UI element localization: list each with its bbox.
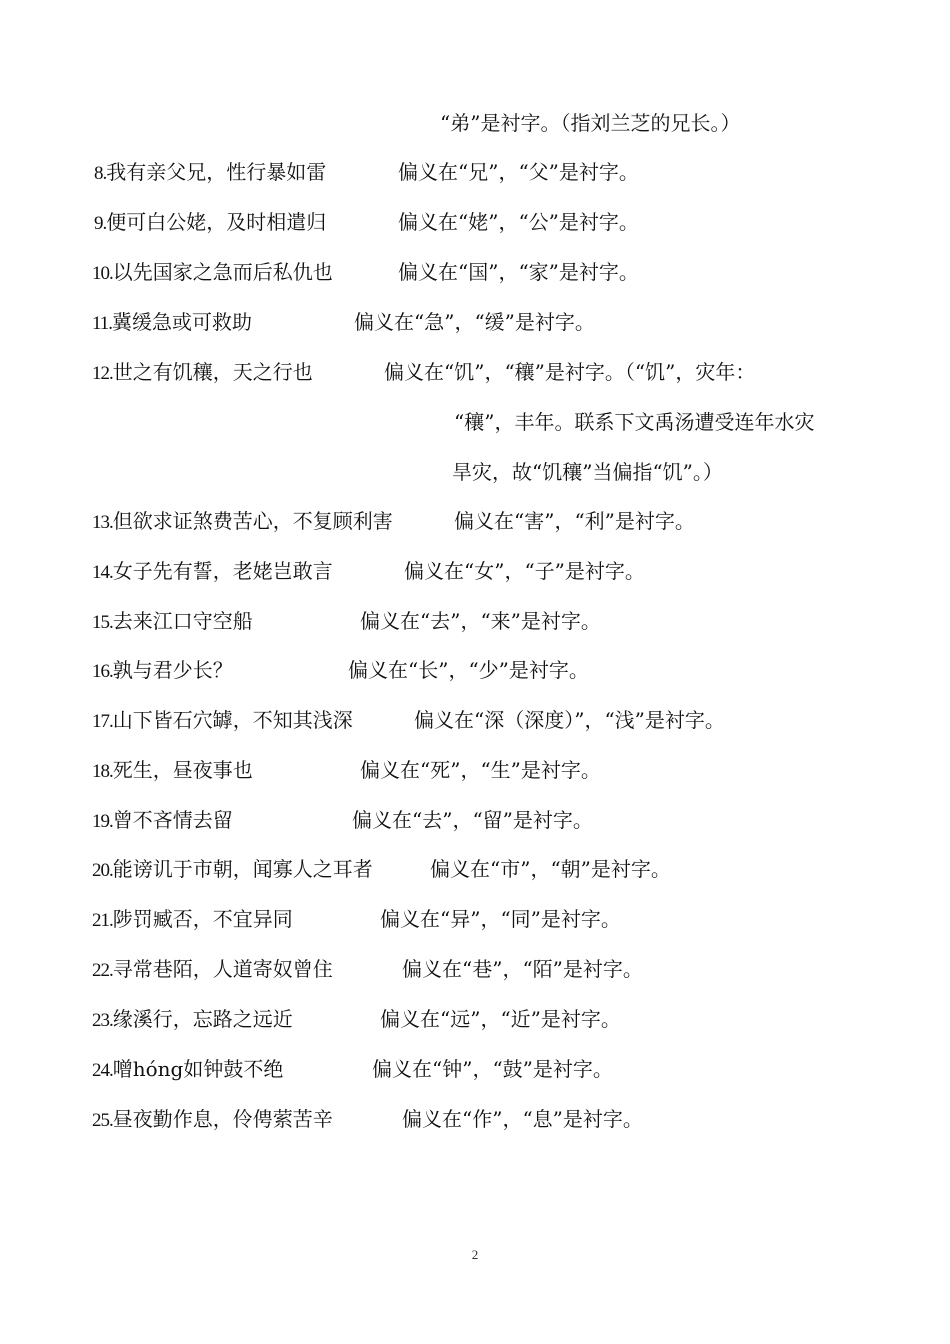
list-item-19 [92, 807, 233, 835]
item-number: 24. [92, 1060, 113, 1081]
item-12-continuation-2: 旱灾，故“饥穰”当偏指“饥”。） [452, 460, 723, 484]
item-quote: 女子先有誓，老姥岂敢言 [112, 559, 333, 583]
item-number: 18. [92, 761, 113, 782]
item-8-answer: 偏义在“兄”，“父”是衬字。 [398, 160, 639, 184]
page-number: 2 [471, 1247, 479, 1262]
item-quote: 冀缓急或可救助 [112, 310, 253, 334]
item-number: 25. [92, 1110, 113, 1131]
item-number: 14. [92, 562, 113, 583]
item-number: 17. [92, 711, 113, 732]
list-item-9 [94, 209, 326, 237]
list-item-25 [92, 1106, 333, 1134]
item-17-answer: 偏义在“深（深度）”，“浅”是衬字。 [414, 708, 725, 732]
item-quote: 能谤讥于市朝，闻寡人之耳者 [112, 857, 373, 881]
item-24-answer: 偏义在“钟”，“鼓”是衬字。 [372, 1057, 613, 1081]
item-number: 23. [92, 1010, 113, 1031]
item-14-answer: 偏义在“女”，“子”是衬字。 [404, 559, 645, 583]
list-item-23 [92, 1006, 293, 1034]
item-quote: 去来江口守空船 [112, 609, 253, 633]
item-quote: 缘溪行，忘路之远近 [112, 1007, 293, 1031]
item-12-answer: 偏义在“饥”，“穰”是衬字。（“饥”，灾年： [384, 360, 756, 384]
item-quote: 寻常巷陌，人道寄奴曾住 [112, 957, 333, 981]
item-25-answer: 偏义在“作”，“息”是衬字。 [402, 1107, 643, 1131]
list-item-22 [92, 956, 333, 984]
item-number: 9. [94, 213, 107, 234]
continuation-line-top: “弟”是衬字。（指刘兰芝的兄长。） [440, 111, 741, 135]
list-item-14 [92, 558, 333, 586]
list-item-18 [92, 757, 253, 785]
item-22-answer: 偏义在“巷”，“陌”是衬字。 [402, 957, 643, 981]
item-number: 13. [92, 512, 113, 533]
item-10-answer: 偏义在“国”，“家”是衬字。 [398, 260, 639, 284]
item-number: 12. [92, 363, 113, 384]
item-quote: 昼夜勤作息，伶俜萦苦辛 [112, 1107, 333, 1131]
list-item-10 [92, 259, 333, 287]
list-item-17 [92, 707, 353, 735]
item-12-continuation-1: “穰”，丰年。联系下文禹汤遭受连年水灾 [454, 410, 815, 434]
item-number: 8. [94, 163, 107, 184]
item-quote: 孰与君少长？ [112, 658, 233, 682]
item-number: 11. [92, 313, 113, 334]
item-quote: 但欲求证煞费苦心，不复顾利害 [112, 509, 393, 533]
item-number: 19. [92, 811, 113, 832]
list-item-21 [92, 906, 293, 934]
item-18-answer: 偏义在“死”，“生”是衬字。 [360, 758, 601, 782]
item-quote: 便可白公姥，及时相遣归 [106, 210, 327, 234]
item-quote: 陟罚臧否，不宜异同 [112, 907, 293, 931]
item-20-answer: 偏义在“市”，“朝”是衬字。 [430, 857, 671, 881]
item-21-answer: 偏义在“异”，“同”是衬字。 [380, 907, 621, 931]
item-number: 22. [92, 960, 113, 981]
item-9-answer: 偏义在“姥”，“公”是衬字。 [398, 210, 639, 234]
item-quote: 以先国家之急而后私仇也 [112, 260, 333, 284]
list-item-15 [92, 608, 253, 636]
item-quote: 噌hóng如钟鼓不绝 [112, 1057, 284, 1081]
list-item-24 [92, 1056, 283, 1084]
item-19-answer: 偏义在“去”，“留”是衬字。 [352, 808, 593, 832]
item-15-answer: 偏义在“去”，“来”是衬字。 [360, 609, 601, 633]
item-quote: 曾不吝情去留 [112, 808, 233, 832]
item-13-answer: 偏义在“害”，“利”是衬字。 [454, 509, 695, 533]
item-number: 15. [92, 612, 113, 633]
list-item-11 [92, 309, 252, 337]
item-11-answer: 偏义在“急”，“缓”是衬字。 [354, 310, 595, 334]
item-number: 21. [92, 910, 113, 931]
item-quote: 山下皆石穴罅，不知其浅深 [112, 708, 353, 732]
list-item-8 [94, 159, 326, 187]
item-16-answer: 偏义在“长”，“少”是衬字。 [348, 658, 589, 682]
item-quote: 世之有饥穰，天之行也 [112, 360, 313, 384]
item-23-answer: 偏义在“远”，“近”是衬字。 [380, 1007, 621, 1031]
item-number: 20. [92, 860, 113, 881]
item-quote: 我有亲父兄，性行暴如雷 [106, 160, 327, 184]
list-item-20 [92, 856, 373, 884]
list-item-13 [92, 508, 393, 536]
item-number: 16. [92, 661, 113, 682]
item-number: 10. [92, 263, 113, 284]
item-quote: 死生，昼夜事也 [112, 758, 253, 782]
list-item-12 [92, 359, 313, 387]
list-item-16 [92, 657, 233, 685]
